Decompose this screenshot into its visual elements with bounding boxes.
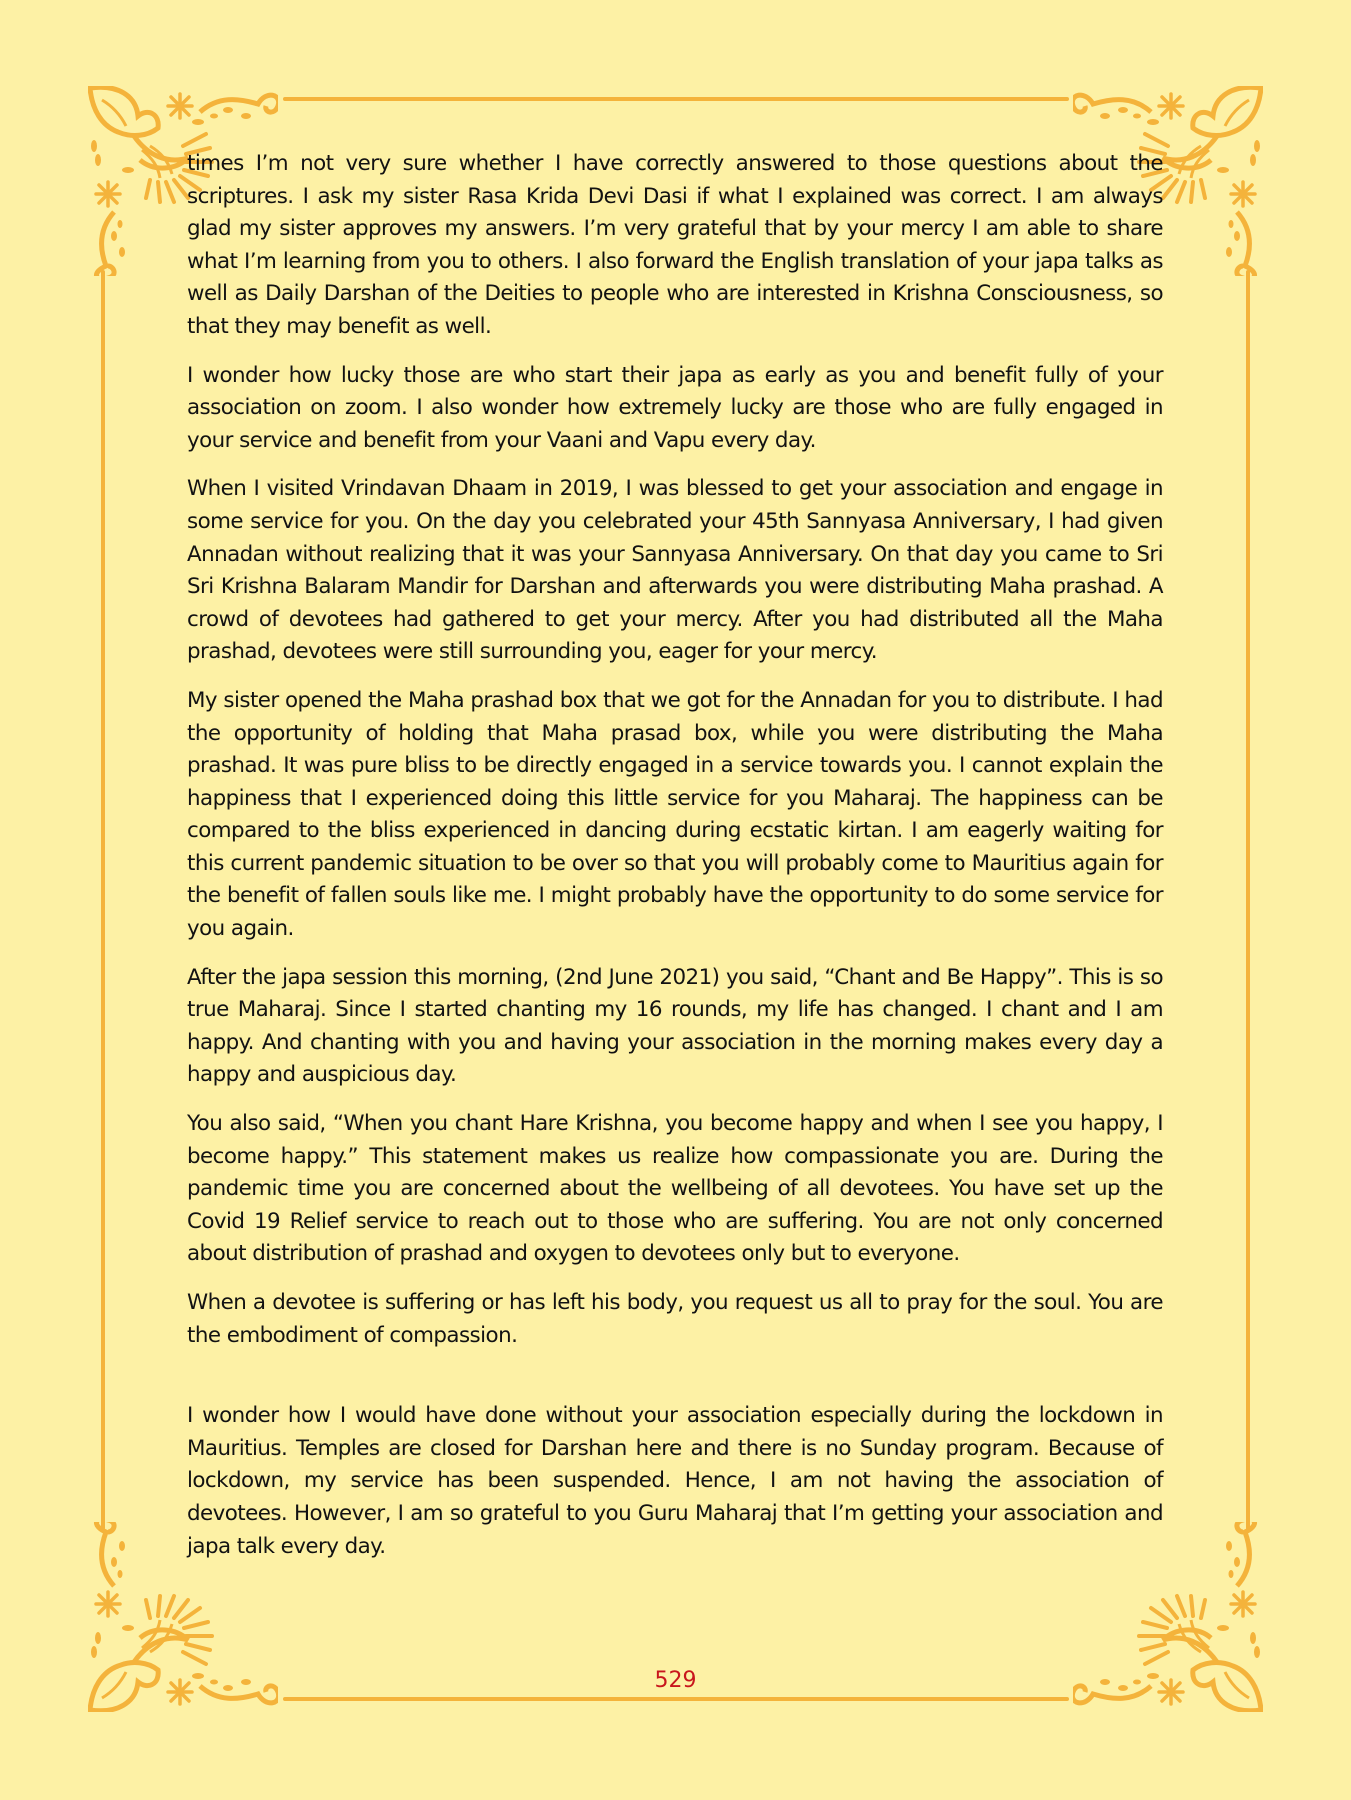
document-body [187,148,1163,1579]
border-line-bottom [283,1697,1069,1701]
paragraph: I wonder how I would have done without your association especially during the lockdown in Mauritius. Temples are closed for Darshan here and there is no Sunday program. Because of lockdown, my service has been suspended. Hence, I am not having the association of devotees. However, I am so grateful to you Guru Maharaj that I’m getting your association and japa talk every day. [187,1403,1163,1559]
paragraph: My sister opened the Maha prashad box that we got for the Annadan for you to distribute. I had the opportunity of holding that Maha prasad box, while you were distributing the Maha prashad. It was pure bliss to be directly engaged in a service towards you. I cannot explain the happiness that I experienced doing this little service for you Maharaj. The happiness can be compared to the bliss experienced in dancing during ecstatic kirtan. I am eagerly waiting for this current pandemic situation to be over so that you will probably come to Mauritius again for the benefit of fallen souls like me. I might probably have the opportunity to do some service for you again. [187,687,1163,942]
paragraph: When a devotee is suffering or has left his body, you request us all to pray for the soul. You are the embodiment of compassion. [187,1290,1163,1348]
paragraph: After the japa session this morning, (2nd June 2021) you said, “Chant and Be Happy”. This is so true Maharaj. Since I started chanting my 16 rounds, my life has changed. I chant and I am happy. And chanting with you and having your association in the morning makes every day a happy and auspicious day. [187,964,1163,1088]
border-line-right [1246,270,1250,1530]
page-number: 529 [654,1668,697,1693]
border-line-top [283,97,1069,101]
paragraph: You also said, “When you chant Hare Krishna, you become happy and when I see you happy, I become happy.” This statement makes us realize how compassionate you are. During the pandemic time you are concerned about the wellbeing of all devotees. You have set up the Covid 19 Relief service to reach out to those who are suffering. You are not only concerned about distribution of prashad and oxygen to devotees only but to everyone. [187,1111,1163,1267]
paragraph: When I visited Vrindavan Dhaam in 2019, I was blessed to get your association and engage in some service for you. On the day you celebrated your 45th Sannyasa Anniversary, I had given Annadan without realizing that it was your Sannyasa Anniversary. On that day you came to Sri Sri Krishna Balaram Mandir for Darshan and afterwards you were distributing Maha prashad. A crowd of devotees had gathered to get your mercy. After you had distributed all the Maha prashad, devotees were still surrounding you, eager for your mercy. [187,476,1163,665]
paragraph: I wonder how lucky those are who start their japa as early as you and benefit fully of your association on zoom. I also wonder how extremely lucky are those who are fully engaged in your service and benefit from your Vaani and Vapu every day. [187,362,1163,453]
paragraph: times I’m not very sure whether I have correctly answered to those questions about the scriptures. I ask my sister Rasa Krida Devi Dasi if what I explained was correct. I am always glad my sister approves my answers. I’m very grateful that by your mercy I am able to share what I’m learning from you to others. I also forward the English translation of your japa talks as well as Daily Darshan of the Deities to people who are interested in Krishna Consciousness, so that they may benefit as well. [187,151,1163,339]
border-line-left [101,270,105,1530]
